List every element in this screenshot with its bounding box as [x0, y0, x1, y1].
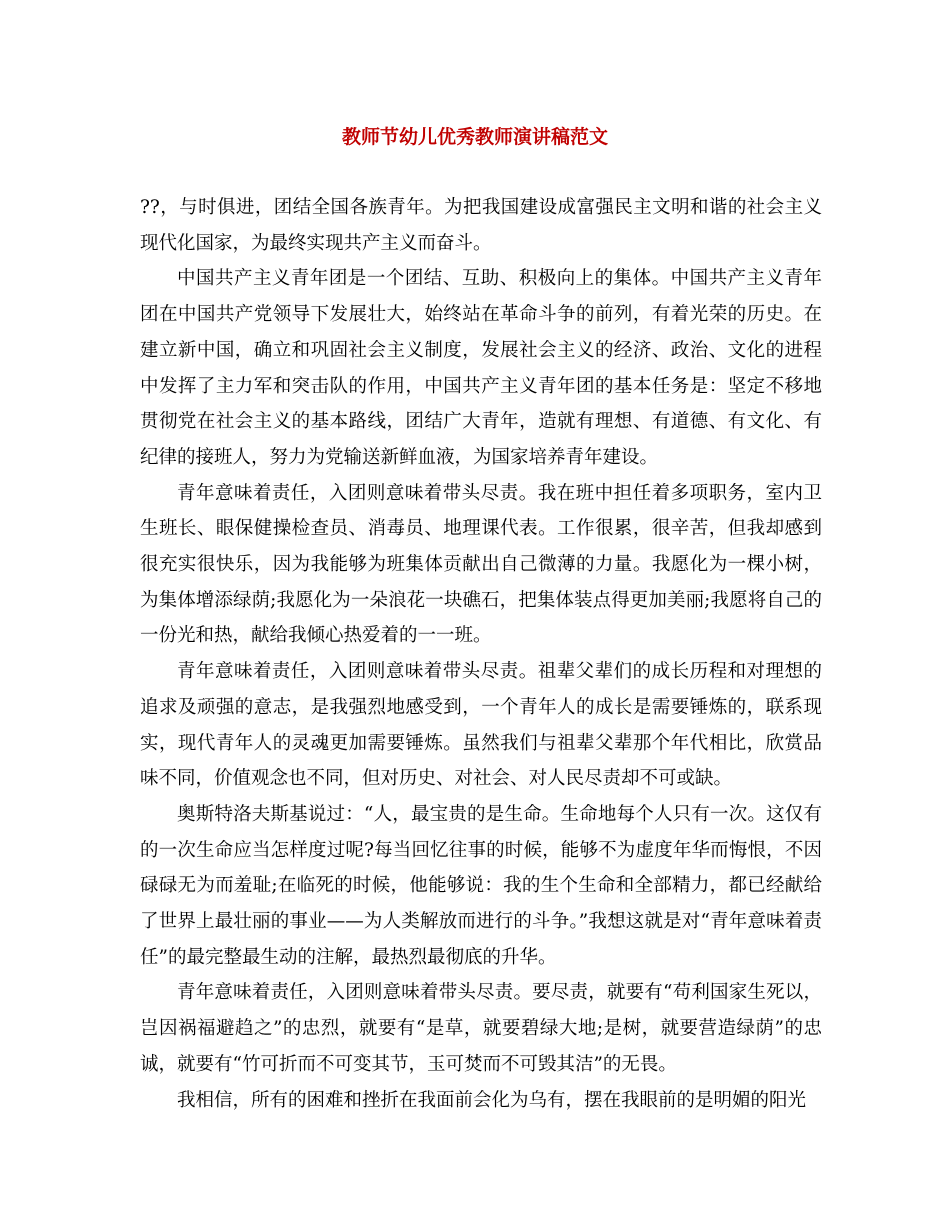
- document-body: [140, 190, 822, 1118]
- paragraph-2: 中国共产主义青年团是一个团结、互助、积极向上的集体。中国共产主义青年团在中国共产党领导下发展壮大，始终站在革命斗争的前列，有着光荣的历史。在建立新中国，确立和巩固社会主义制度，发展社会主义的经济、政治、文化的进程中发挥了主力军和突击队的作用，中国共产主义青年团的基本任务是：坚定不移地贯彻党在社会主义的基本路线，团结广大青年，造就有理想、有道德、有文化、有纪律的接班人，努力为党输送新鲜血液，为国家培养青年建设。: [140, 268, 822, 468]
- paragraph-1: ??，与时俱进，团结全国各族青年。为把我国建设成富强民主文明和谐的社会主义现代化国家，为最终实现共产主义而奋斗。: [140, 197, 822, 254]
- paragraph-5: 奥斯特洛夫斯基说过：“人，最宝贵的是生命。生命地每个人只有一次。这仅有的一次生命应当怎样度过呢?每当回忆往事的时候，能够不为虚度年华而悔恨，不因碌碌无为而羞耻;在临死的时候，他能够说：我的生个生命和全部精力，都已经献给了世界上最壮丽的事业——为人类解放而进行的斗争。”我想这就是对“青年意味着责任”的最完整最生动的注解，最热烈最彻底的升华。: [140, 803, 822, 968]
- paragraph-4: 青年意味着责任，入团则意味着带头尽责。祖辈父辈们的成长历程和对理想的追求及顽强的意志，是我强烈地感受到，一个青年人的成长是需要锤炼的，联系现实，现代青年人的灵魂更加需要锤炼。虽然我们与祖辈父辈那个年代相比，欣赏品味不同，价值观念也不同，但对历史、对社会、对人民尽责却不可或缺。: [140, 661, 822, 790]
- document-title: 教师节幼儿优秀教师演讲稿范文: [341, 126, 608, 148]
- paragraph-3: 青年意味着责任，入团则意味着带头尽责。我在班中担任着多项职务，室内卫生班长、眼保健操检查员、消毒员、地理课代表。工作很累，很辛苦，但我却感到很充实很快乐，因为我能够为班集体贡献出自己微薄的力量。我愿化为一棵小树，为集体增添绿荫;我愿化为一朵浪花一块礁石，把集体装点得更加美丽;我愿将自己的一份光和热，献给我倾心热爱着的一一班。: [140, 482, 822, 647]
- paragraph-6: 青年意味着责任，入团则意味着带头尽责。要尽责，就要有“苟利国家生死以，岂因祸福避趋之”的忠烈，就要有“是草，就要碧绿大地;是树，就要营造绿荫”的忠诚，就要有“竹可折而不可变其节，玉可焚而不可毁其洁”的无畏。: [140, 982, 822, 1075]
- paragraph-7: 我相信，所有的困难和挫折在我面前会化为乌有，摆在我眼前的是明媚的阳光: [177, 1089, 807, 1111]
